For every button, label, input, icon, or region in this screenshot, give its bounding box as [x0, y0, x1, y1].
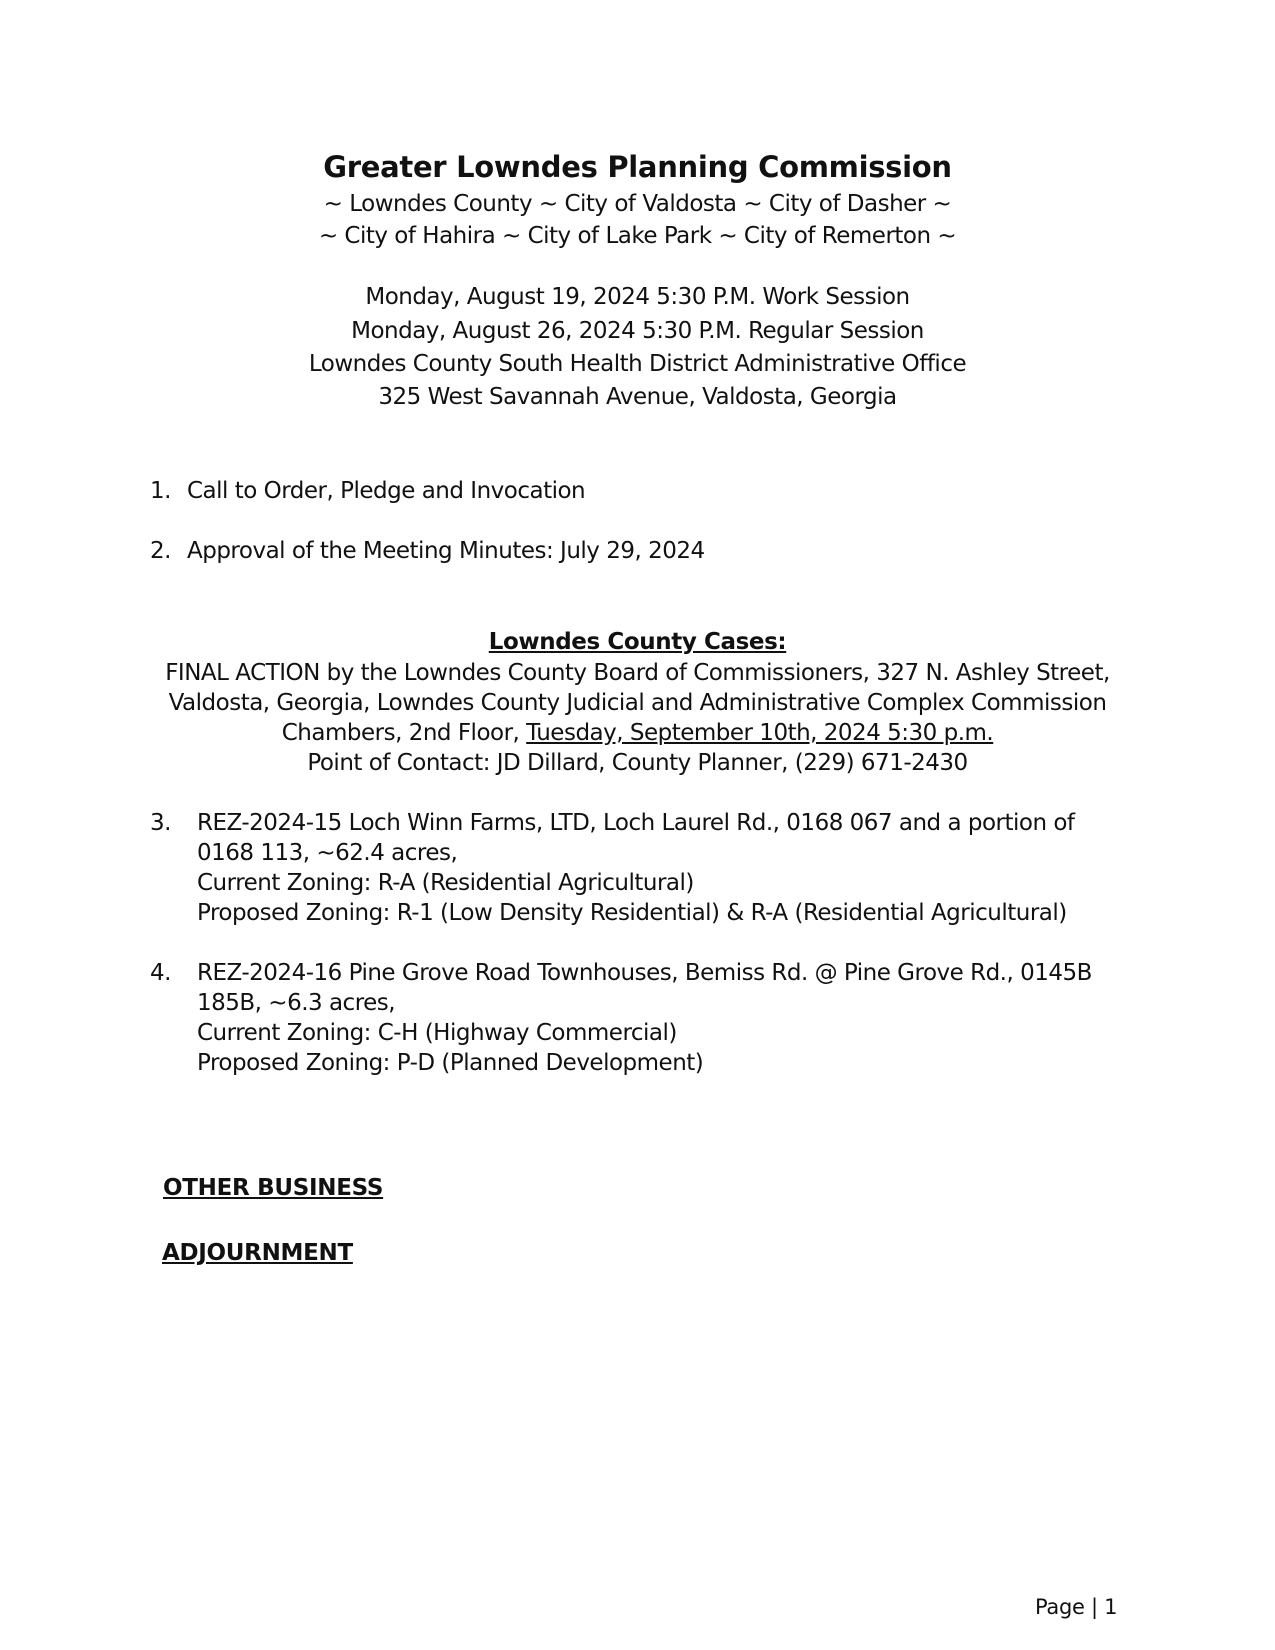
case-title-line-1: REZ-2024-15 Loch Winn Farms, LTD, Loch Laurel Rd., 0168 067 and a portion of: [197, 810, 1075, 836]
meeting-address: 325 West Savannah Avenue, Valdosta, Georgia: [378, 384, 897, 410]
case-title-line-2: 185B, ~6.3 acres,: [197, 990, 396, 1016]
point-of-contact: Point of Contact: JD Dillard, County Planner, (229) 671-2430: [307, 750, 968, 776]
jurisdictions-line-2: ~ City of Hahira ~ City of Lake Park ~ City of Remerton ~: [318, 223, 957, 249]
agenda-item-number: 1.: [150, 478, 171, 504]
final-action-line-1: FINAL ACTION by the Lowndes County Board of Commissioners, 327 N. Ashley Street,: [165, 660, 1110, 686]
jurisdictions-line-1: ~ Lowndes County ~ City of Valdosta ~ City of Dasher ~: [323, 191, 952, 217]
case-proposed-zoning: Proposed Zoning: R-1 (Low Density Residential) & R-A (Residential Agricultural): [197, 900, 1067, 926]
case-title-line-2: 0168 113, ~62.4 acres,: [197, 840, 458, 866]
case-current-zoning: Current Zoning: R-A (Residential Agricultural): [197, 870, 694, 896]
agenda-item-text: Approval of the Meeting Minutes: July 29, 2024: [187, 538, 705, 564]
case-number: 4.: [150, 960, 171, 986]
page-number: Page | 1: [1035, 1595, 1118, 1619]
final-action-line-2: Valdosta, Georgia, Lowndes County Judicial and Administrative Complex Commission: [168, 690, 1107, 716]
adjournment-heading: ADJOURNMENT: [162, 1240, 353, 1266]
final-action-prefix: Chambers, 2nd Floor,: [281, 720, 527, 746]
case-proposed-zoning: Proposed Zoning: P-D (Planned Development): [197, 1050, 704, 1076]
case-current-zoning: Current Zoning: C-H (Highway Commercial): [197, 1020, 677, 1046]
final-action-line-3: [0, 720, 1275, 746]
meeting-location: Lowndes County South Health District Administrative Office: [308, 351, 967, 377]
work-session-date: Monday, August 19, 2024 5:30 P.M. Work Session: [365, 284, 910, 310]
agenda-item-text: Call to Order, Pledge and Invocation: [187, 478, 586, 504]
county-cases-heading: Lowndes County Cases:: [488, 629, 787, 655]
document-title: Greater Lowndes Planning Commission: [323, 150, 952, 184]
final-action-date: Tuesday, September 10th, 2024 5:30 p.m.: [526, 720, 994, 746]
agenda-item-number: 2.: [150, 538, 171, 564]
case-number: 3.: [150, 810, 171, 836]
case-title-line-1: REZ-2024-16 Pine Grove Road Townhouses, Bemiss Rd. @ Pine Grove Rd., 0145B: [197, 960, 1092, 986]
regular-session-date: Monday, August 26, 2024 5:30 P.M. Regular Session: [351, 318, 924, 344]
other-business-heading: OTHER BUSINESS: [163, 1175, 384, 1201]
